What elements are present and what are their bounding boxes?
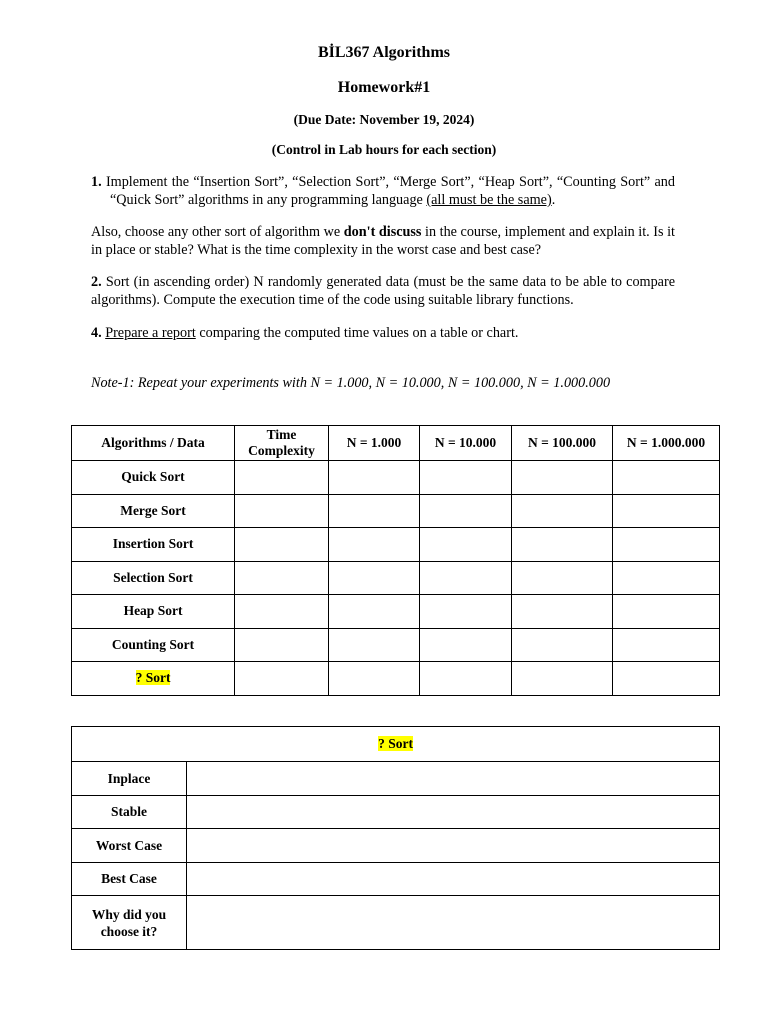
row-label: Heap Sort (72, 595, 235, 629)
cell (235, 528, 329, 562)
control-note: (Control in Lab hours for each section) (271, 142, 497, 157)
row-label: Why did you choose it? (72, 896, 187, 950)
item-4-text: comparing the computed time values on a table or chart. (195, 325, 519, 341)
cell (329, 662, 420, 696)
cell (329, 494, 420, 528)
item-2-number: 2. (91, 274, 102, 290)
row-label: Worst Case (72, 829, 187, 863)
cell (420, 561, 512, 595)
item-4-paragraph (91, 324, 675, 342)
table-row (72, 461, 720, 495)
header-n-100000: N = 100.000 (512, 426, 613, 461)
cell (613, 461, 720, 495)
table-row (72, 595, 720, 629)
cell (329, 461, 420, 495)
cell (613, 662, 720, 696)
cell (329, 528, 420, 562)
cell (235, 662, 329, 696)
header-algorithms: Algorithms / Data (72, 426, 235, 461)
cell (512, 628, 613, 662)
item-1-text: Implement the “Insertion Sort”, “Selection Sort”, “Merge Sort”, “Heap Sort”, “Counting Sort” and “Quick Sort” algorithms in any programming language (101, 174, 675, 208)
table-row (72, 896, 720, 950)
document-title: BİL367 Algorithms (317, 44, 450, 61)
row-label: Stable (72, 795, 187, 829)
homework-title: Homework#1 (337, 79, 431, 96)
item-1-paragraph (91, 173, 675, 209)
cell (235, 628, 329, 662)
cell (187, 829, 720, 863)
highlighted-header: ? Sort (378, 736, 413, 751)
table-row (72, 662, 720, 696)
p2-bold: don't discuss (343, 224, 422, 240)
item-2-text: Sort (in ascending order) N randomly generated data (must be the same data to be able to compare algorithms). Compute the execution time of the code using suitable library functions. (91, 274, 675, 308)
item-4-underline: Prepare a report (105, 325, 196, 341)
cell (187, 762, 720, 796)
row-label: Selection Sort (72, 561, 235, 595)
custom-sort-header-row (72, 727, 720, 762)
custom-sort-table (71, 726, 720, 950)
cell (512, 461, 613, 495)
cell (613, 494, 720, 528)
table-row (72, 561, 720, 595)
cell (420, 662, 512, 696)
cell (613, 528, 720, 562)
cell (329, 561, 420, 595)
due-date: (Due Date: November 19, 2024) (293, 112, 475, 127)
cell (512, 528, 613, 562)
row-label: Merge Sort (72, 494, 235, 528)
extra-algorithm-paragraph (91, 223, 675, 259)
cell (235, 461, 329, 495)
results-header-row (72, 426, 720, 461)
cell (420, 494, 512, 528)
table-row (72, 795, 720, 829)
item-4-number: 4. (91, 325, 102, 341)
p2-text-b: in the course, implement and explain it. Is it in place or stable? What is the time complexity in the worst case and best case? (91, 224, 676, 258)
cell (187, 795, 720, 829)
highlighted-label: ? Sort (135, 670, 171, 686)
cell (235, 494, 329, 528)
row-label (72, 662, 235, 696)
table-row (72, 762, 720, 796)
table-row (72, 528, 720, 562)
row-label: Best Case (72, 862, 187, 896)
cell (613, 561, 720, 595)
note-1: Note-1: Repeat your experiments with N = 1.000, N = 10.000, N = 100.000, N = 1.000.000 (91, 375, 611, 391)
cell (512, 595, 613, 629)
header-n-1000: N = 1.000 (329, 426, 420, 461)
header-time-complexity: Time Complexity (235, 426, 329, 461)
cell (187, 896, 720, 950)
cell (235, 561, 329, 595)
table-row (72, 829, 720, 863)
cell (613, 628, 720, 662)
row-label: Quick Sort (72, 461, 235, 495)
p2-text-a: Also, choose any other sort of algorithm we (91, 224, 344, 240)
row-label: Inplace (72, 762, 187, 796)
row-label: Insertion Sort (72, 528, 235, 562)
cell (512, 662, 613, 696)
item-2-paragraph (91, 273, 675, 309)
table-row (72, 628, 720, 662)
custom-sort-header (72, 727, 720, 762)
cell (420, 628, 512, 662)
cell (329, 628, 420, 662)
item-1-number: 1. (91, 174, 102, 190)
header-n-1000000: N = 1.000.000 (613, 426, 720, 461)
results-table (71, 425, 720, 696)
cell (235, 595, 329, 629)
cell (420, 461, 512, 495)
item-1-underline: (all must be the same) (426, 192, 552, 208)
cell (187, 862, 720, 896)
table-row (72, 494, 720, 528)
row-label: Counting Sort (72, 628, 235, 662)
cell (329, 595, 420, 629)
header-n-10000: N = 10.000 (420, 426, 512, 461)
cell (512, 494, 613, 528)
cell (512, 561, 613, 595)
table-row (72, 862, 720, 896)
cell (613, 595, 720, 629)
cell (420, 528, 512, 562)
cell (420, 595, 512, 629)
item-1-text-end: . (551, 192, 556, 208)
